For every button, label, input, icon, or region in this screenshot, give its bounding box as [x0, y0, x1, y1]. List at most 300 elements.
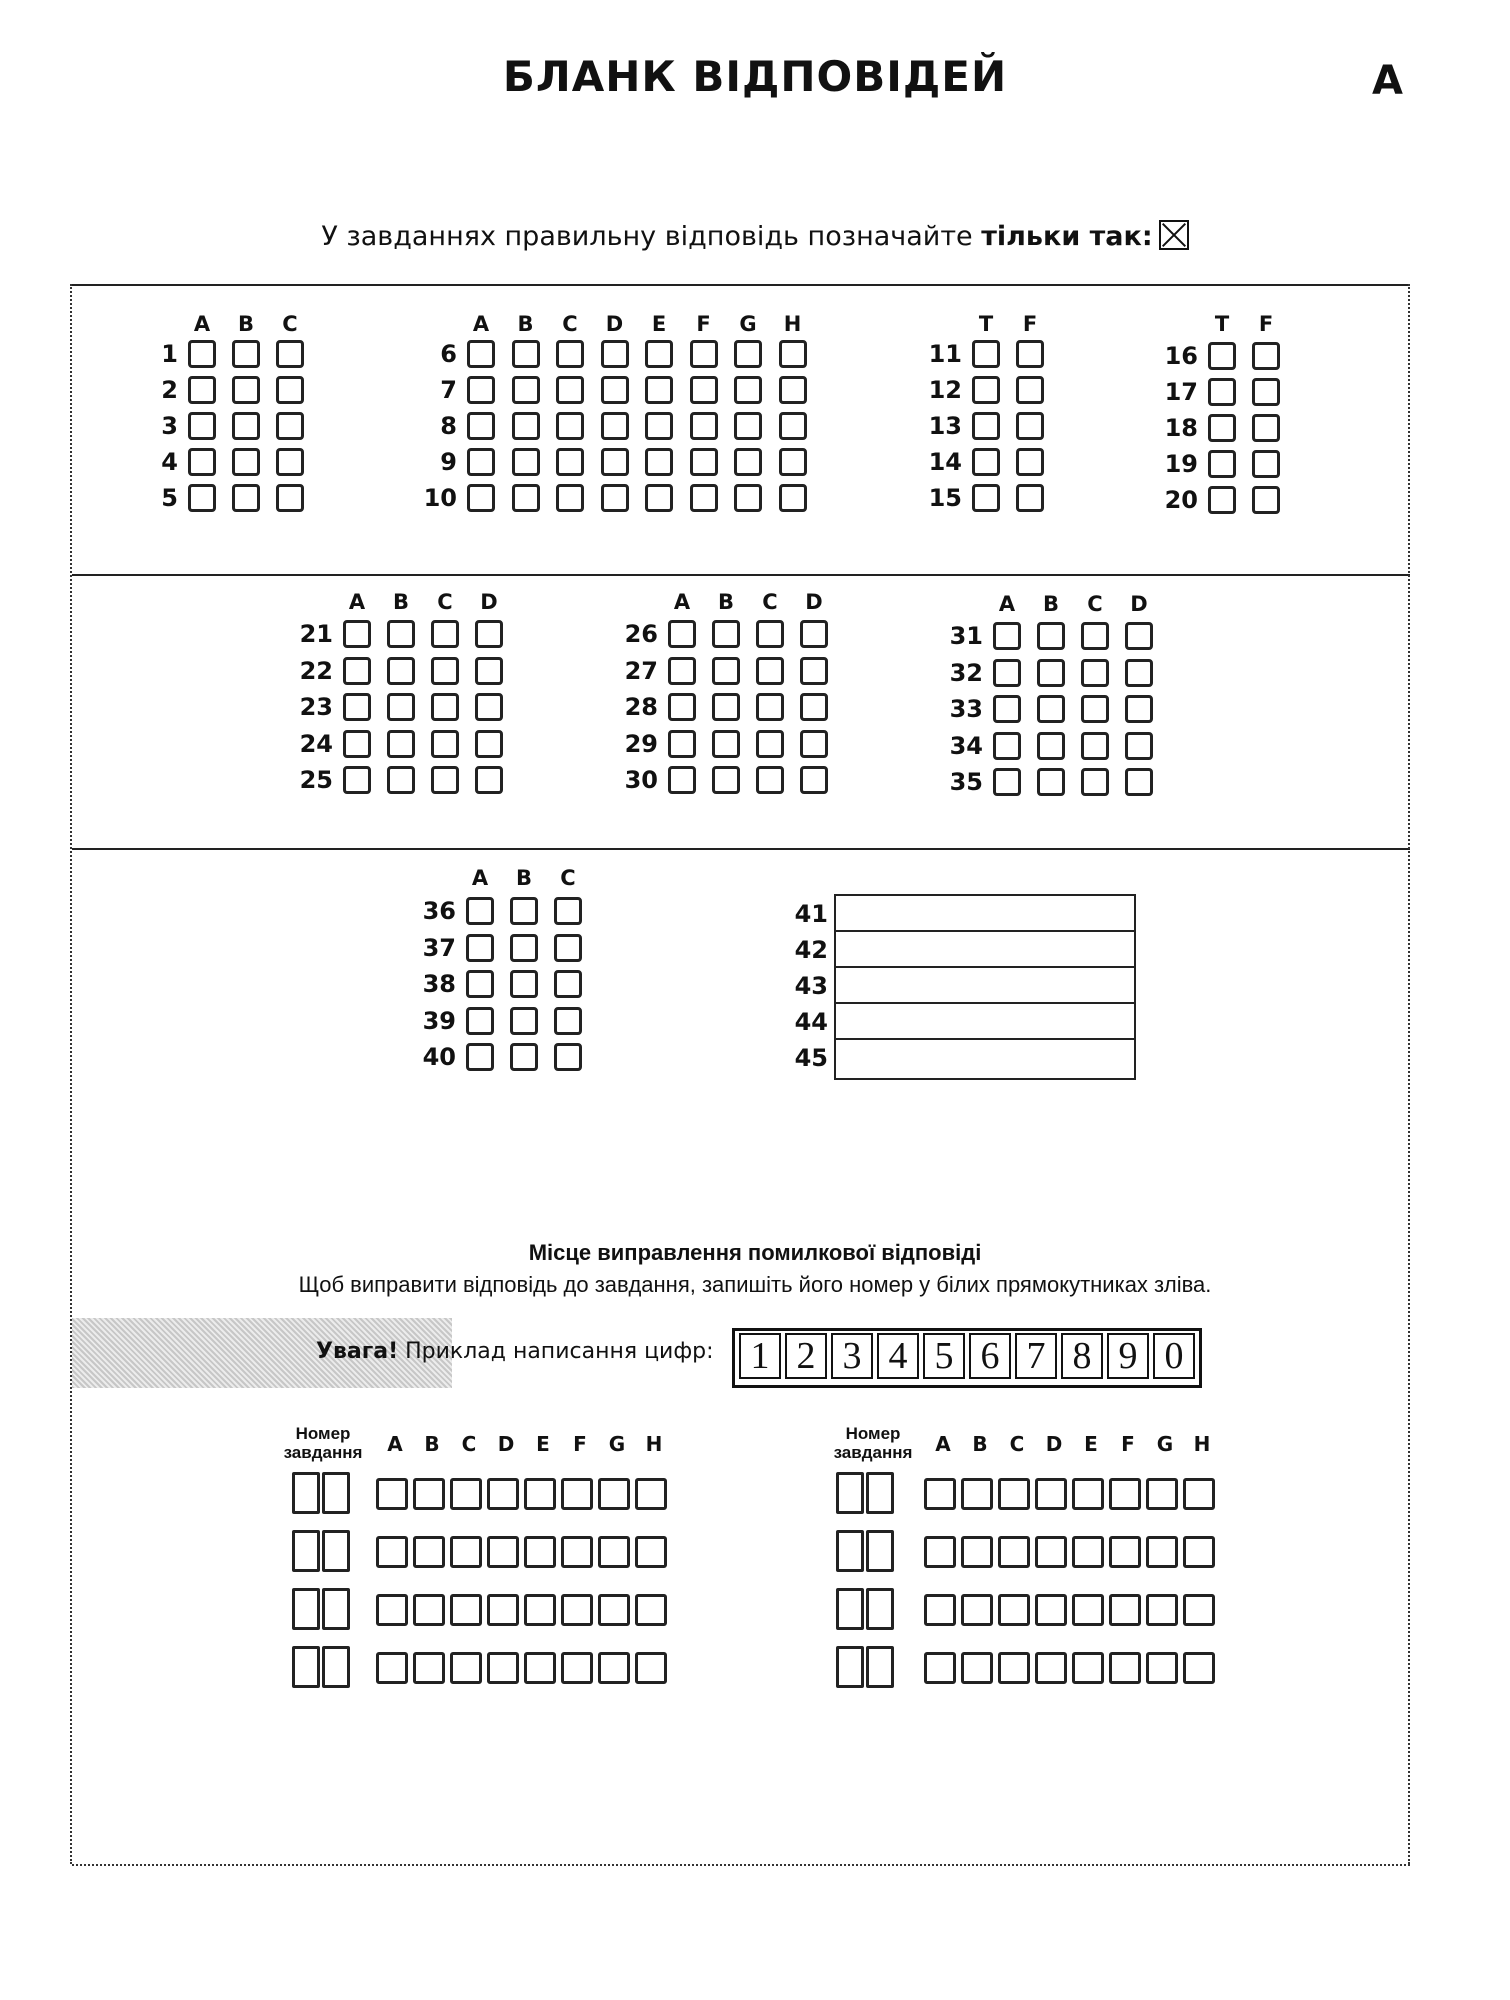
- answer-box[interactable]: [1016, 412, 1044, 440]
- correction-answer-box[interactable]: [961, 1478, 993, 1510]
- task-number-digit-box[interactable]: [836, 1588, 864, 1630]
- answer-box[interactable]: [756, 657, 784, 685]
- answer-box[interactable]: [690, 412, 718, 440]
- answer-box[interactable]: [1081, 622, 1109, 650]
- answer-box[interactable]: [232, 412, 260, 440]
- correction-answer-box[interactable]: [561, 1536, 593, 1568]
- question-number: 42: [794, 936, 828, 964]
- answer-box[interactable]: [779, 412, 807, 440]
- correction-answer-box[interactable]: [1183, 1594, 1215, 1626]
- answer-box[interactable]: [1125, 622, 1153, 650]
- correction-answer-box[interactable]: [413, 1478, 445, 1510]
- answer-box[interactable]: [734, 340, 762, 368]
- option-letter: B: [517, 312, 534, 336]
- answer-box[interactable]: [972, 448, 1000, 476]
- correction-answer-box[interactable]: [450, 1594, 482, 1626]
- answer-box[interactable]: [712, 620, 740, 648]
- frame-bottom-line: [72, 1864, 1410, 1868]
- answer-box[interactable]: [232, 376, 260, 404]
- correction-answer-box[interactable]: [1035, 1536, 1067, 1568]
- answer-box[interactable]: [475, 730, 503, 758]
- answer-box[interactable]: [1037, 622, 1065, 650]
- question-number: 32: [949, 658, 983, 687]
- question-number: 13: [928, 412, 962, 440]
- cross-mark-icon: [1159, 220, 1189, 250]
- question-number: 29: [624, 729, 658, 758]
- question-number: 3: [161, 412, 178, 440]
- correction-answer-box[interactable]: [524, 1652, 556, 1684]
- correction-answer-box[interactable]: [561, 1478, 593, 1510]
- question-number: 23: [299, 693, 333, 721]
- correction-answer-box[interactable]: [1035, 1652, 1067, 1684]
- correction-answer-box[interactable]: [635, 1478, 667, 1510]
- correction-answer-box[interactable]: [1035, 1478, 1067, 1510]
- answer-box[interactable]: [387, 693, 415, 721]
- answer-box[interactable]: [712, 730, 740, 758]
- instruction: [0, 220, 1510, 252]
- answer-box[interactable]: [993, 732, 1021, 760]
- answer-box[interactable]: [466, 970, 494, 998]
- answer-box[interactable]: [188, 376, 216, 404]
- correction-answer-box[interactable]: [598, 1594, 630, 1626]
- option-letter: C: [282, 312, 298, 336]
- correction-answer-box[interactable]: [998, 1478, 1030, 1510]
- task-number-digit-box[interactable]: [322, 1588, 350, 1630]
- answer-box[interactable]: [734, 376, 762, 404]
- answer-box[interactable]: [512, 412, 540, 440]
- answer-box[interactable]: [512, 484, 540, 512]
- answer-box[interactable]: [1016, 340, 1044, 368]
- correction-answer-box[interactable]: [598, 1652, 630, 1684]
- answer-box[interactable]: [276, 340, 304, 368]
- question-number: 10: [423, 484, 457, 512]
- answer-box[interactable]: [1081, 695, 1109, 723]
- question-number: 37: [422, 933, 456, 962]
- answer-box[interactable]: [690, 448, 718, 476]
- answer-box[interactable]: [510, 1043, 538, 1071]
- correction-answer-box[interactable]: [487, 1594, 519, 1626]
- answer-box[interactable]: [1037, 659, 1065, 687]
- answer-box[interactable]: [993, 768, 1021, 796]
- answer-box[interactable]: [475, 693, 503, 721]
- option-letter: A: [193, 312, 211, 336]
- task-number-digit-box[interactable]: [322, 1530, 350, 1572]
- answer-line-44[interactable]: [836, 1004, 1134, 1040]
- frame-left-line: [70, 284, 74, 1864]
- answer-box[interactable]: [972, 376, 1000, 404]
- answer-box[interactable]: [1252, 378, 1280, 406]
- question-number: 15: [928, 484, 962, 512]
- correction-answer-box[interactable]: [376, 1652, 408, 1684]
- correction-answer-box[interactable]: [1183, 1536, 1215, 1568]
- answer-box[interactable]: [467, 376, 495, 404]
- correction-answer-box[interactable]: [487, 1652, 519, 1684]
- correction-answer-box[interactable]: [998, 1536, 1030, 1568]
- question-number: 28: [624, 693, 658, 721]
- answer-box[interactable]: [1252, 486, 1280, 514]
- answer-box[interactable]: [1125, 659, 1153, 687]
- answer-box[interactable]: [554, 934, 582, 962]
- correction-answer-box[interactable]: [635, 1536, 667, 1568]
- answer-box[interactable]: [800, 693, 828, 721]
- answer-box[interactable]: [800, 657, 828, 685]
- answer-box[interactable]: [993, 622, 1021, 650]
- answer-box[interactable]: [756, 693, 784, 721]
- answer-box[interactable]: [475, 620, 503, 648]
- answer-box[interactable]: [466, 897, 494, 925]
- answer-box[interactable]: [668, 620, 696, 648]
- task-number-digit-box[interactable]: [866, 1472, 894, 1514]
- task-number-digit-box[interactable]: [866, 1588, 894, 1630]
- correction-answer-box[interactable]: [487, 1536, 519, 1568]
- answer-box[interactable]: [510, 1007, 538, 1035]
- option-letter: A: [998, 592, 1016, 616]
- answer-box[interactable]: [1208, 342, 1236, 370]
- written-answers-box: [834, 894, 1136, 1080]
- question-number: 21: [299, 620, 333, 648]
- option-letter: F: [696, 312, 711, 336]
- answer-box[interactable]: [712, 766, 740, 794]
- task-number-digit-box[interactable]: [836, 1646, 864, 1688]
- answer-box[interactable]: [668, 657, 696, 685]
- answer-box[interactable]: [431, 730, 459, 758]
- answer-box[interactable]: [668, 693, 696, 721]
- correction-answer-box[interactable]: [376, 1536, 408, 1568]
- answer-box[interactable]: [188, 448, 216, 476]
- correction-answer-box[interactable]: [961, 1536, 993, 1568]
- question-number: 4: [161, 448, 178, 476]
- digit-example-label: [316, 1339, 714, 1364]
- digit-sample: 9: [1107, 1333, 1149, 1379]
- correction-answer-box[interactable]: [635, 1594, 667, 1626]
- answer-box[interactable]: [188, 484, 216, 512]
- correction-answer-box[interactable]: [524, 1536, 556, 1568]
- answer-line-43[interactable]: [836, 968, 1134, 1004]
- answer-box[interactable]: [645, 376, 673, 404]
- question-number: 7: [440, 376, 457, 404]
- answer-box[interactable]: [343, 657, 371, 685]
- answer-box[interactable]: [387, 657, 415, 685]
- option-letter: D: [1130, 592, 1148, 616]
- answer-box[interactable]: [556, 340, 584, 368]
- answer-box[interactable]: [779, 484, 807, 512]
- option-letter: C: [1009, 1432, 1025, 1456]
- correction-answer-box[interactable]: [961, 1652, 993, 1684]
- correction-answer-box[interactable]: [598, 1536, 630, 1568]
- answer-line-45[interactable]: [836, 1040, 1134, 1076]
- answer-box[interactable]: [232, 448, 260, 476]
- question-number: 45: [794, 1044, 828, 1072]
- correction-answer-box[interactable]: [450, 1652, 482, 1684]
- answer-box[interactable]: [1252, 342, 1280, 370]
- answer-box[interactable]: [645, 448, 673, 476]
- answer-box[interactable]: [668, 730, 696, 758]
- answer-box[interactable]: [232, 484, 260, 512]
- answer-box[interactable]: [712, 693, 740, 721]
- question-number: 19: [1164, 450, 1198, 478]
- answer-box[interactable]: [756, 620, 784, 648]
- correction-answer-box[interactable]: [1146, 1536, 1178, 1568]
- answer-box[interactable]: [276, 376, 304, 404]
- answer-box[interactable]: [800, 766, 828, 794]
- answer-box[interactable]: [1037, 768, 1065, 796]
- answer-box[interactable]: [1016, 484, 1044, 512]
- answer-box[interactable]: [601, 376, 629, 404]
- answer-box[interactable]: [467, 484, 495, 512]
- correction-answer-box[interactable]: [1146, 1652, 1178, 1684]
- answer-box[interactable]: [510, 970, 538, 998]
- answer-box[interactable]: [1208, 414, 1236, 442]
- question-number: 33: [949, 695, 983, 723]
- answer-line-41[interactable]: [836, 896, 1134, 932]
- option-letter: G: [608, 1432, 626, 1456]
- option-letter: F: [1121, 1432, 1135, 1456]
- answer-box[interactable]: [756, 766, 784, 794]
- answer-box[interactable]: [690, 376, 718, 404]
- correction-answer-box[interactable]: [1183, 1478, 1215, 1510]
- correction-answer-box[interactable]: [998, 1652, 1030, 1684]
- question-number: 41: [794, 900, 828, 928]
- correction-answer-box[interactable]: [413, 1652, 445, 1684]
- correction-answer-box[interactable]: [450, 1478, 482, 1510]
- correction-answer-box[interactable]: [487, 1478, 519, 1510]
- answer-box[interactable]: [554, 1007, 582, 1035]
- answer-box[interactable]: [1208, 450, 1236, 478]
- correction-answer-box[interactable]: [1109, 1478, 1141, 1510]
- answer-box[interactable]: [972, 412, 1000, 440]
- answer-box[interactable]: [690, 484, 718, 512]
- answer-box[interactable]: [554, 897, 582, 925]
- correction-answer-box[interactable]: [635, 1652, 667, 1684]
- answer-box[interactable]: [510, 897, 538, 925]
- correction-answer-box[interactable]: [961, 1594, 993, 1626]
- option-letter: H: [645, 1432, 663, 1456]
- task-number-digit-box[interactable]: [322, 1646, 350, 1688]
- option-letter: G: [739, 312, 757, 336]
- question-number: 26: [624, 620, 658, 648]
- question-number: 24: [299, 729, 333, 758]
- question-number: 11: [928, 340, 962, 368]
- correction-answer-box[interactable]: [1072, 1594, 1104, 1626]
- answer-box[interactable]: [1125, 695, 1153, 723]
- digit-sample: 3: [831, 1333, 873, 1379]
- answer-box[interactable]: [431, 620, 459, 648]
- answer-box[interactable]: [1208, 486, 1236, 514]
- option-letter: B: [237, 312, 254, 336]
- task-number-digit-box[interactable]: [836, 1472, 864, 1514]
- correction-answer-box[interactable]: [524, 1594, 556, 1626]
- answer-box[interactable]: [734, 484, 762, 512]
- task-number-digit-box[interactable]: [292, 1530, 320, 1572]
- correction-answer-box[interactable]: [924, 1652, 956, 1684]
- question-number: 18: [1164, 414, 1198, 442]
- answer-box[interactable]: [431, 693, 459, 721]
- option-letter: F: [1258, 312, 1274, 336]
- question-number: 27: [624, 656, 658, 685]
- option-letter: E: [651, 312, 667, 336]
- task-number-digit-box[interactable]: [292, 1646, 320, 1688]
- answer-box[interactable]: [1125, 768, 1153, 796]
- answer-box[interactable]: [1081, 659, 1109, 687]
- answer-box[interactable]: [431, 657, 459, 685]
- answer-box[interactable]: [972, 340, 1000, 368]
- answer-box[interactable]: [779, 448, 807, 476]
- answer-box[interactable]: [475, 766, 503, 794]
- answer-box[interactable]: [466, 1007, 494, 1035]
- answer-box[interactable]: [1016, 376, 1044, 404]
- answer-box[interactable]: [1037, 732, 1065, 760]
- answer-box[interactable]: [645, 340, 673, 368]
- correction-answer-box[interactable]: [924, 1478, 956, 1510]
- answer-box[interactable]: [343, 620, 371, 648]
- answer-box[interactable]: [601, 448, 629, 476]
- answer-box[interactable]: [734, 412, 762, 440]
- option-letter: A: [935, 1432, 951, 1456]
- frame-right-line: [1408, 284, 1412, 1864]
- answer-box[interactable]: [556, 484, 584, 512]
- answer-box[interactable]: [554, 970, 582, 998]
- frame-top-line: [72, 284, 1410, 286]
- answer-line-42[interactable]: [836, 932, 1134, 968]
- task-number-digit-box[interactable]: [292, 1472, 320, 1514]
- answer-box[interactable]: [1125, 732, 1153, 760]
- answer-box[interactable]: [601, 484, 629, 512]
- option-letter: A: [387, 1432, 403, 1456]
- answer-box[interactable]: [1081, 732, 1109, 760]
- correction-answer-box[interactable]: [1183, 1652, 1215, 1684]
- task-number-digit-box[interactable]: [866, 1530, 894, 1572]
- digit-sample: 7: [1015, 1333, 1057, 1379]
- answer-box[interactable]: [387, 766, 415, 794]
- answer-box[interactable]: [556, 412, 584, 440]
- answer-box[interactable]: [276, 412, 304, 440]
- correction-answer-box[interactable]: [598, 1478, 630, 1510]
- answer-box[interactable]: [512, 376, 540, 404]
- task-number-digit-box[interactable]: [866, 1646, 894, 1688]
- correction-answer-box[interactable]: [561, 1594, 593, 1626]
- correction-answer-box[interactable]: [1035, 1594, 1067, 1626]
- instruction-text: У завданнях правильну відповідь позначайте: [321, 221, 982, 252]
- task-number-digit-box[interactable]: [322, 1472, 350, 1514]
- answer-box[interactable]: [756, 730, 784, 758]
- question-number: 20: [1164, 486, 1198, 514]
- correction-answer-box[interactable]: [1072, 1536, 1104, 1568]
- answer-box[interactable]: [343, 693, 371, 721]
- answer-box[interactable]: [645, 484, 673, 512]
- correction-answer-box[interactable]: [561, 1652, 593, 1684]
- option-letter: D: [605, 312, 624, 336]
- answer-box[interactable]: [232, 340, 260, 368]
- correction-answer-box[interactable]: [1072, 1652, 1104, 1684]
- answer-box[interactable]: [431, 766, 459, 794]
- answer-box[interactable]: [1081, 768, 1109, 796]
- answer-box[interactable]: [1252, 414, 1280, 442]
- answer-box[interactable]: [188, 340, 216, 368]
- answer-box[interactable]: [554, 1043, 582, 1071]
- correction-answer-box[interactable]: [1146, 1478, 1178, 1510]
- answer-box[interactable]: [466, 934, 494, 962]
- answer-box[interactable]: [556, 448, 584, 476]
- correction-answer-box[interactable]: [413, 1536, 445, 1568]
- answer-box[interactable]: [556, 376, 584, 404]
- option-letter: H: [783, 312, 802, 336]
- correction-answer-box[interactable]: [1109, 1652, 1141, 1684]
- answer-box[interactable]: [800, 730, 828, 758]
- option-letter: D: [805, 590, 823, 614]
- answer-box[interactable]: [993, 695, 1021, 723]
- answer-box[interactable]: [343, 730, 371, 758]
- answer-box[interactable]: [387, 620, 415, 648]
- column-header-left: Номер завдання: [283, 1424, 363, 1462]
- answer-box[interactable]: [601, 340, 629, 368]
- answer-box[interactable]: [734, 448, 762, 476]
- answer-box[interactable]: [993, 659, 1021, 687]
- option-letter: A: [472, 312, 490, 336]
- answer-box[interactable]: [1252, 450, 1280, 478]
- correction-answer-box[interactable]: [924, 1536, 956, 1568]
- correction-answer-box[interactable]: [376, 1478, 408, 1510]
- digit-sample: 2: [785, 1333, 827, 1379]
- answer-box[interactable]: [276, 484, 304, 512]
- correction-instruction: Щоб виправити відповідь до завдання, запишіть його номер у білих прямокутниках зліва.: [298, 1272, 1212, 1297]
- task-number-digit-box[interactable]: [292, 1588, 320, 1630]
- option-letter: A: [348, 590, 366, 614]
- correction-answer-box[interactable]: [376, 1594, 408, 1626]
- answer-box[interactable]: [712, 657, 740, 685]
- answer-box[interactable]: [1037, 695, 1065, 723]
- answer-box[interactable]: [1208, 378, 1236, 406]
- answer-box[interactable]: [601, 412, 629, 440]
- question-number: 36: [422, 897, 456, 925]
- correction-answer-box[interactable]: [1109, 1536, 1141, 1568]
- correction-answer-box[interactable]: [524, 1478, 556, 1510]
- answer-box[interactable]: [972, 484, 1000, 512]
- answer-box[interactable]: [343, 766, 371, 794]
- correction-answer-box[interactable]: [413, 1594, 445, 1626]
- answer-box[interactable]: [510, 934, 538, 962]
- question-number: 44: [794, 1008, 828, 1036]
- digit-sample: 5: [923, 1333, 965, 1379]
- correction-answer-box[interactable]: [998, 1594, 1030, 1626]
- answer-box[interactable]: [512, 340, 540, 368]
- correction-answer-box[interactable]: [1109, 1594, 1141, 1626]
- answer-box[interactable]: [690, 340, 718, 368]
- answer-box[interactable]: [645, 412, 673, 440]
- task-number-digit-box[interactable]: [836, 1530, 864, 1572]
- correction-answer-box[interactable]: [924, 1594, 956, 1626]
- answer-box[interactable]: [779, 376, 807, 404]
- correction-answer-box[interactable]: [450, 1536, 482, 1568]
- digit-sample: 8: [1061, 1333, 1103, 1379]
- answer-box[interactable]: [276, 448, 304, 476]
- correction-answer-box[interactable]: [1146, 1594, 1178, 1626]
- answer-box[interactable]: [467, 412, 495, 440]
- answer-box[interactable]: [467, 340, 495, 368]
- answer-box[interactable]: [467, 448, 495, 476]
- answer-box[interactable]: [466, 1043, 494, 1071]
- answer-box[interactable]: [512, 448, 540, 476]
- answer-box[interactable]: [779, 340, 807, 368]
- option-letter: G: [1156, 1432, 1174, 1456]
- answer-box[interactable]: [800, 620, 828, 648]
- answer-box[interactable]: [188, 412, 216, 440]
- correction-answer-box[interactable]: [1072, 1478, 1104, 1510]
- answer-box[interactable]: [1016, 448, 1044, 476]
- answer-box[interactable]: [475, 657, 503, 685]
- answer-box[interactable]: [387, 730, 415, 758]
- answer-box[interactable]: [668, 766, 696, 794]
- question-number: 2: [161, 376, 178, 404]
